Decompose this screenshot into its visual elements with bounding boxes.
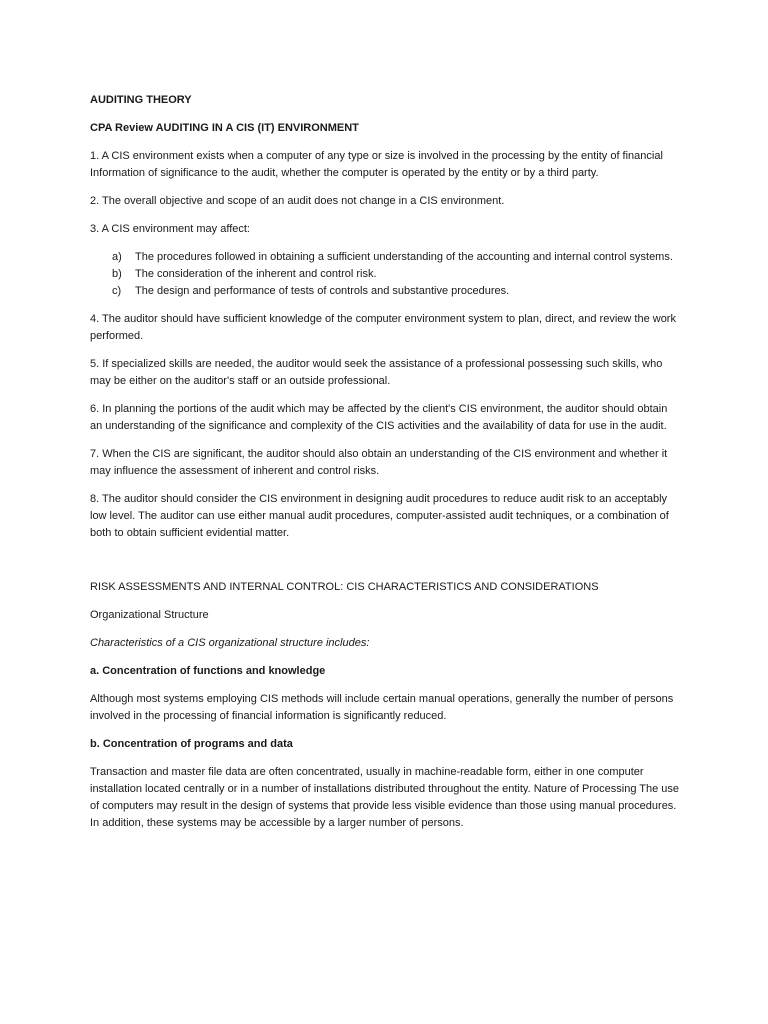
paragraph-7: 7. When the CIS are significant, the auditor should also obtain an understanding of the CIS environment and whether it may influence the assessment of inherent and control risks.	[90, 448, 668, 477]
document-page	[90, 92, 680, 843]
list-item	[90, 266, 680, 283]
subheading-a: a. Concentration of functions and knowledge	[90, 665, 326, 677]
paragraph-b: Transaction and master file data are often concentrated, usually in machine-readable form, either in one computer installation located centrally or in a number of installations distributed throughout the entity. Nature of Processing The use of computers may result in the design of systems that provide less visible evidence than those using manual procedures. In addition, these systems may be accessible by a larger number of persons.	[90, 766, 680, 829]
list-item-text: The consideration of the inherent and control risk.	[135, 268, 377, 280]
paragraph-3: 3. A CIS environment may affect:	[90, 223, 250, 235]
document-subtitle: CPA Review AUDITING IN A CIS (IT) ENVIRONMENT	[90, 122, 359, 134]
paragraph-5: 5. If specialized skills are needed, the auditor would seek the assistance of a professional possessing such skills, who may be either on the auditor's staff or an outside professional.	[90, 358, 663, 387]
paragraph-8: 8. The auditor should consider the CIS environment in designing audit procedures to reduce audit risk to an acceptably low level. The auditor can use either manual audit procedures, computer-assisted audit techniques, or a combination of both to obtain sufficient evidential matter.	[90, 493, 669, 539]
list-item-text: The procedures followed in obtaining a sufficient understanding of the accounting and internal control systems.	[135, 251, 673, 263]
document-title: AUDITING THEORY	[90, 94, 192, 106]
paragraph-1: 1. A CIS environment exists when a computer of any type or size is involved in the processing by the entity of financial Information of significance to the audit, whether the computer is operated by the entity or by a third party.	[90, 150, 663, 179]
list-item-text: The design and performance of tests of controls and substantive procedures.	[135, 285, 510, 297]
effects-list	[90, 249, 680, 300]
paragraph-2: 2. The overall objective and scope of an audit does not change in a CIS environment.	[90, 195, 505, 207]
section-spacer	[90, 553, 680, 579]
list-item	[90, 249, 680, 266]
subheading-b: b. Concentration of programs and data	[90, 738, 293, 750]
org-structure-intro: Characteristics of a CIS organizational structure includes:	[90, 637, 370, 649]
list-marker: c)	[112, 285, 122, 297]
paragraph-4: 4. The auditor should have sufficient knowledge of the computer environment system to plan, direct, and review the work performed.	[90, 313, 676, 342]
org-structure-heading: Organizational Structure	[90, 609, 209, 621]
list-item	[90, 283, 680, 300]
paragraph-6: 6. In planning the portions of the audit which may be affected by the client's CIS environment, the auditor should obtain an understanding of the significance and complexity of the CIS activities and the availability of data for use in the audit.	[90, 403, 668, 432]
paragraph-a: Although most systems employing CIS methods will include certain manual operations, generally the number of persons involved in the processing of financial information is significantly reduced.	[90, 693, 674, 722]
list-marker: a)	[112, 251, 122, 263]
section-heading: RISK ASSESSMENTS AND INTERNAL CONTROL: CIS CHARACTERISTICS AND CONSIDERATIONS	[90, 581, 599, 593]
list-marker: b)	[112, 268, 122, 280]
